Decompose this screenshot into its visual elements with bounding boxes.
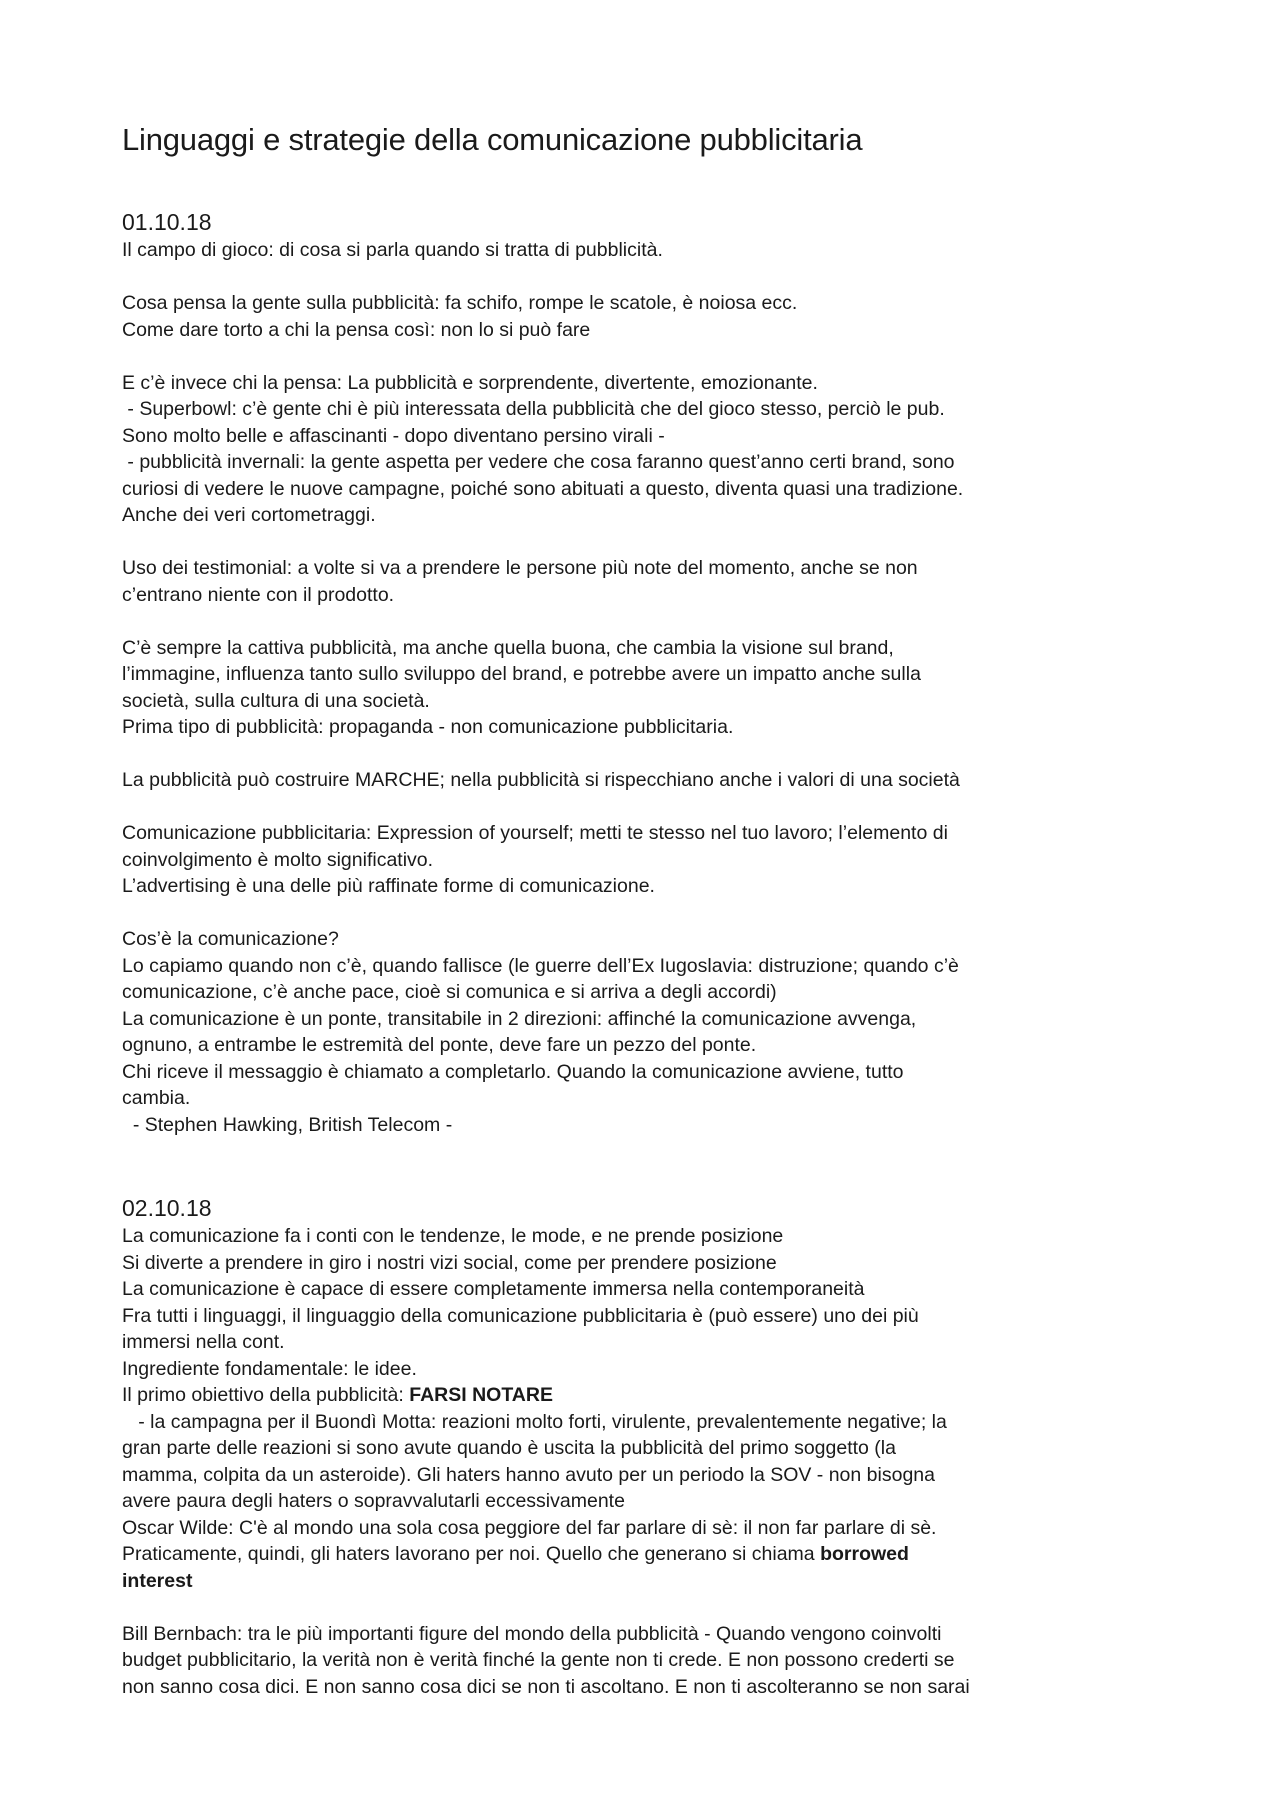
section-date: 02.10.18 <box>122 1195 212 1221</box>
text-line: Sono molto belle e affascinanti - dopo diventano persino virali - <box>122 424 665 447</box>
text-line: l’immagine, influenza tanto sullo sviluppo del brand, e potrebbe avere un impatto anche sulla <box>122 663 921 685</box>
text-line: La pubblicità può costruire MARCHE; nella pubblicità si rispecchiano anche i valori di una società <box>122 769 960 791</box>
text-line: Si diverte a prendere in giro i nostri vizi social, come per prendere posizione <box>122 1251 777 1274</box>
text-line: mamma, colpita da un asteroide). Gli haters hanno avuto per un periodo la SOV - non bisogna <box>122 1463 935 1486</box>
document-page <box>122 120 1172 1700</box>
blank-line <box>122 1594 1172 1621</box>
text-line: Prima tipo di pubblicità: propaganda - non comunicazione pubblicitaria. <box>122 716 734 738</box>
text-line: non sanno cosa dici. E non sanno cosa dici se non ti ascoltano. E non ti ascolteranno se non sarai <box>122 1675 970 1698</box>
section-body <box>122 237 1172 1138</box>
text-line: Fra tutti i linguaggi, il linguaggio della comunicazione pubblicitaria è (può essere) uno dei più <box>122 1304 919 1327</box>
blank-line <box>122 529 1172 556</box>
text-line: - Superbowl: c’è gente chi è più interessata della pubblicità che del gioco stesso, perciò le pub. <box>122 398 945 420</box>
text-line: La comunicazione è capace di essere completamente immersa nella contemporaneità <box>122 1278 865 1300</box>
borrowed-highlight: borrowed <box>820 1543 909 1565</box>
text-line: avere paura degli haters o sopravvalutarli eccessivamente <box>122 1490 625 1512</box>
blank-line <box>122 900 1172 927</box>
section-body <box>122 1409 1172 1542</box>
text-line: Cosa pensa la gente sulla pubblicità: fa schifo, rompe le scatole, è noiosa ecc. <box>122 292 798 314</box>
text-line: Uso dei testimonial: a volte si va a prendere le persone più note del momento, anche se non <box>122 557 918 579</box>
blank-line <box>122 343 1172 370</box>
blank-line <box>122 608 1172 635</box>
text-line: La comunicazione fa i conti con le tendenze, le mode, e ne prende posizione <box>122 1225 784 1247</box>
text-line: ognuno, a entrambe le estremità del ponte, deve fare un pezzo del ponte. <box>122 1034 757 1056</box>
document-title: Linguaggi e strategie della comunicazione pubblicitaria <box>122 122 863 157</box>
blank-line <box>122 741 1172 768</box>
objective-highlight: FARSI NOTARE <box>409 1384 553 1406</box>
text-line: coinvolgimento è molto significativo. <box>122 848 434 871</box>
text-line: gran parte delle reazioni si sono avute quando è uscita la pubblicità del primo soggetto (la <box>122 1437 896 1459</box>
text-line: Chi riceve il messaggio è chiamato a completarlo. Quando la comunicazione avviene, tutto <box>122 1060 904 1083</box>
blank-line <box>122 794 1172 821</box>
text-line: Comunicazione pubblicitaria: Expression of yourself; metti te stesso nel tuo lavoro; l’elemento di <box>122 822 948 844</box>
text-line: curiosi di vedere le nuove campagne, poiché sono abituati a questo, diventa quasi una tradizione. <box>122 477 964 500</box>
text-line: C’è sempre la cattiva pubblicità, ma anche quella buona, che cambia la visione sul brand, <box>122 636 894 659</box>
text-line: L’advertising è una delle più raffinate forme di comunicazione. <box>122 875 655 897</box>
section-body <box>122 1223 1172 1382</box>
text-line: - Stephen Hawking, British Telecom - <box>122 1113 453 1136</box>
text-line: Bill Bernbach: tra le più importanti figure del mondo della pubblicità - Quando vengono coinvolti <box>122 1622 942 1645</box>
section-02-10-18 <box>122 1194 1172 1700</box>
text-line: - pubblicità invernali: la gente aspetta per vedere che cosa faranno quest’anno certi brand, sono <box>122 451 955 473</box>
objective-label: Il primo obiettivo della pubblicità: <box>122 1384 410 1406</box>
section-01-10-18 <box>122 208 1172 1138</box>
text-line-objective <box>122 1382 1172 1409</box>
borrowed-highlight: interest <box>122 1569 193 1592</box>
text-line-borrowed <box>122 1541 1172 1568</box>
text-line: società, sulla cultura di una società. <box>122 689 430 712</box>
text-line: La comunicazione è un ponte, transitabile in 2 direzioni: affinché la comunicazione avvenga, <box>122 1007 917 1030</box>
text-line: Ingrediente fondamentale: le idee. <box>122 1357 417 1380</box>
text-line: Come dare torto a chi la pensa così: non lo si può fare <box>122 318 591 341</box>
text-line-borrowed-cont <box>122 1568 1172 1595</box>
text-line: comunicazione, c’è anche pace, cioè si comunica e si arriva a degli accordi) <box>122 981 777 1003</box>
section-body <box>122 1594 1172 1700</box>
text-line: - la campagna per il Buondì Motta: reazioni molto forti, virulente, prevalentemente negative; la <box>122 1410 947 1433</box>
section-date: 01.10.18 <box>122 209 212 235</box>
text-line: E c’è invece chi la pensa: La pubblicità e sorprendente, divertente, emozionante. <box>122 371 818 394</box>
text-line: Oscar Wilde: C'è al mondo una sola cosa peggiore del far parlare di sè: il non far parlare di sè. <box>122 1516 937 1539</box>
text-line: budget pubblicitario, la verità non è verità finché la gente non ti crede. E non possono crederti se <box>122 1649 955 1671</box>
text-line: Cos’è la comunicazione? <box>122 928 339 950</box>
text-line: Anche dei veri cortometraggi. <box>122 504 376 526</box>
text-line: Lo capiamo quando non c’è, quando fallisce (le guerre dell’Ex Iugoslavia: distruzione; quando c’è <box>122 954 959 977</box>
text-line: c’entrano niente con il prodotto. <box>122 583 395 606</box>
text-line: immersi nella cont. <box>122 1331 285 1353</box>
text-line: cambia. <box>122 1087 191 1109</box>
blank-line <box>122 264 1172 291</box>
text-line: Il campo di gioco: di cosa si parla quando si tratta di pubblicità. <box>122 239 663 261</box>
borrowed-label: Praticamente, quindi, gli haters lavorano per noi. Quello che generano si chiama <box>122 1543 821 1565</box>
